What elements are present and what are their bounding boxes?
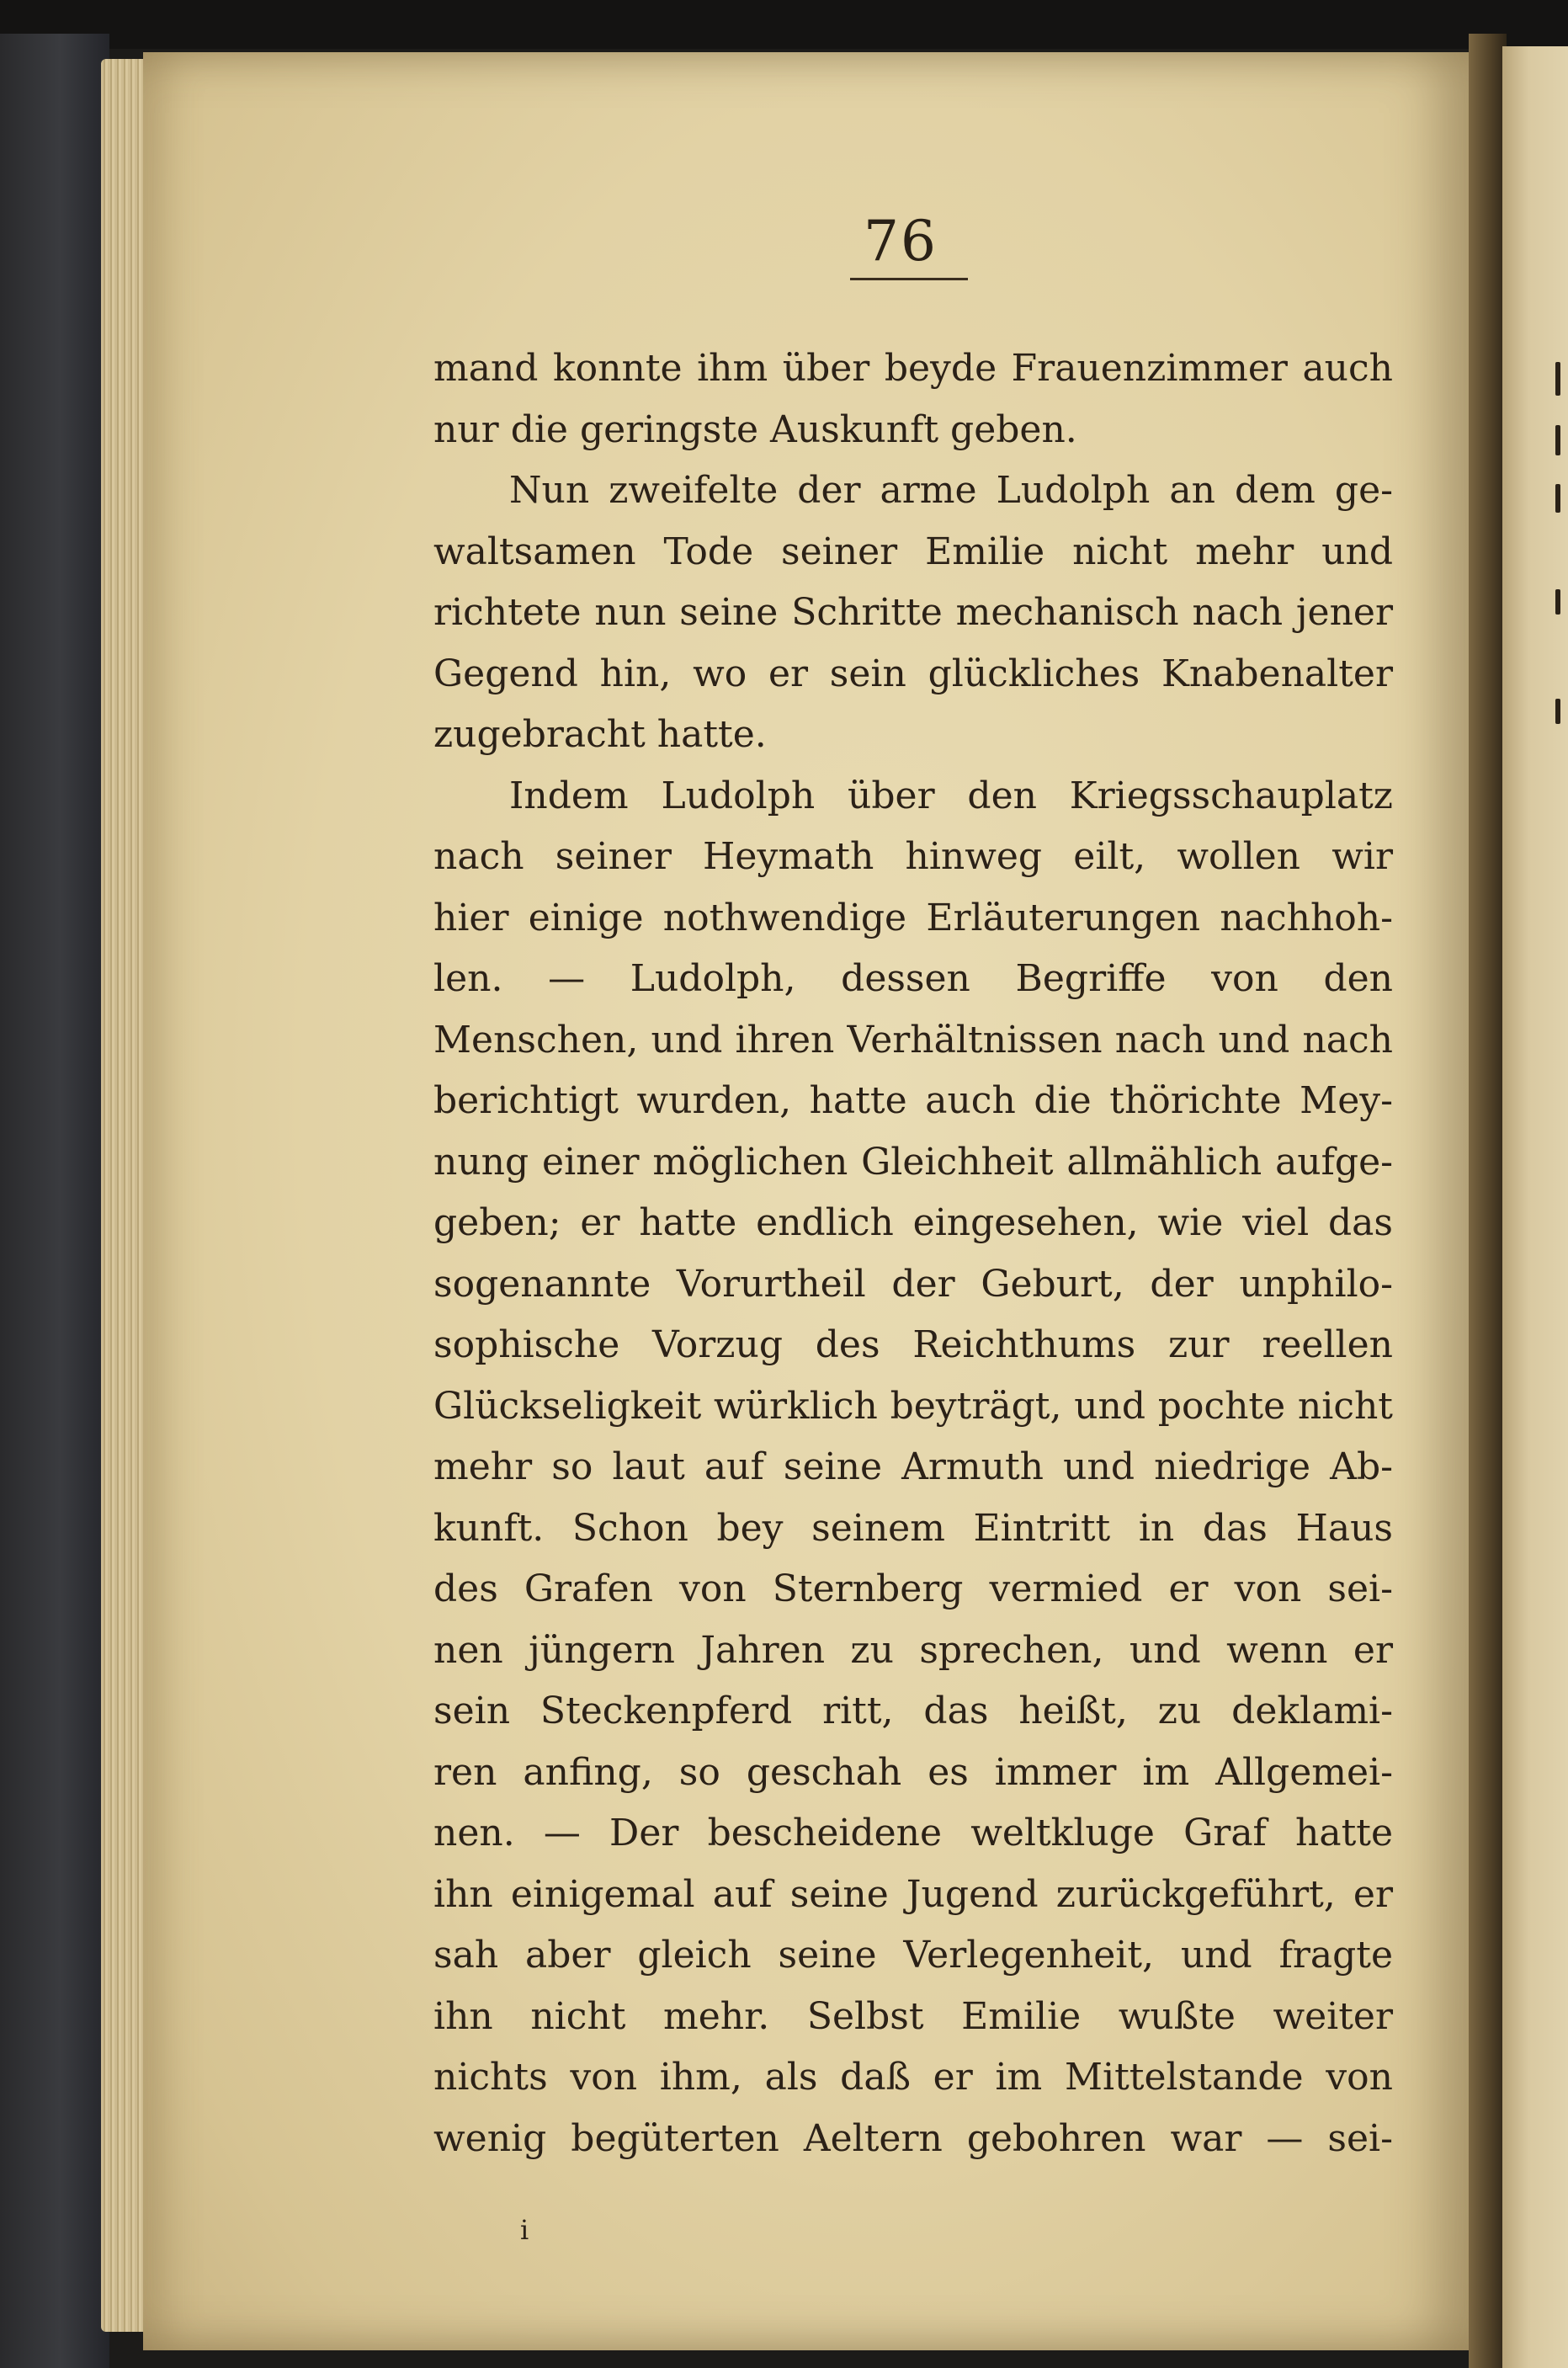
- text-line: hier einige nothwendige Erläuterungen nachhoh-: [433, 896, 1393, 939]
- text-line: des Grafen von Sternberg vermied er von sei-: [433, 1567, 1393, 1610]
- text-line: waltsamen Tode seiner Emilie nicht mehr und: [433, 529, 1393, 573]
- text-line: mand konnte ihm über beyde Frauenzimmer auch: [433, 347, 1393, 390]
- page-number: 76: [864, 209, 938, 274]
- text-line: ihn nicht mehr. Selbst Emilie wußte weiter: [433, 1994, 1393, 2038]
- text-line: zugebracht hatte.: [433, 713, 767, 756]
- text-line: sophische Vorzug des Reichthums zur reellen: [433, 1323, 1393, 1366]
- text-line: len. — Ludolph, dessen Begriffe von den: [433, 957, 1393, 1000]
- text-line: nen jüngern Jahren zu sprechen, und wenn er: [433, 1628, 1393, 1672]
- text-line: Indem Ludolph über den Kriegsschauplatz: [509, 774, 1393, 817]
- body-text: [433, 338, 1393, 2169]
- text-line: Glückseligkeit würklich beyträgt, und pochte nicht: [433, 1384, 1393, 1428]
- facing-page-letter-fragment: [1555, 699, 1560, 724]
- scan-background-top: [0, 0, 1568, 49]
- book-gutter: [1469, 34, 1507, 2368]
- text-line: Menschen, und ihren Verhältnissen nach und nach: [433, 1018, 1393, 1062]
- facing-page-letter-fragment: [1555, 362, 1560, 396]
- text-line: Gegend hin, wo er sein glückliches Knabenalter: [433, 652, 1393, 695]
- text-line: Nun zweifelte der arme Ludolph an dem ge-: [509, 469, 1393, 512]
- text-line: sein Steckenpferd ritt, das heißt, zu deklami-: [433, 1690, 1393, 1732]
- text-line: nichts von ihm, als daß er im Mittelstande von: [433, 2056, 1393, 2099]
- text-line: mehr so laut auf seine Armuth und niedrige Ab-: [433, 1445, 1393, 1488]
- text-line: ren anfing, so geschah es immer im Allgemei-: [433, 1750, 1393, 1794]
- facing-page-letter-fragment: [1555, 589, 1560, 615]
- text-line: sah aber gleich seine Verlegenheit, und fragte: [433, 1934, 1393, 1977]
- text-line: richtete nun seine Schritte mechanisch nach jener: [433, 591, 1393, 634]
- text-line: nen. — Der bescheidene weltkluge Graf hatte: [433, 1812, 1393, 1854]
- text-line: nur die geringste Auskunft geben.: [433, 407, 1077, 451]
- facing-page-letter-fragment: [1555, 425, 1560, 455]
- facing-page-letter-fragment: [1555, 484, 1560, 513]
- text-line: wenig begüterten Aeltern gebohren war — sei-: [433, 2116, 1393, 2160]
- book-cover-left: [0, 34, 109, 2368]
- page-number-rule: [850, 278, 968, 280]
- text-line: berichtigt wurden, hatte auch die thörichte Mey-: [433, 1079, 1393, 1122]
- text-line: sogenannte Vorurtheil der Geburt, der unphilo-: [433, 1262, 1393, 1306]
- signature-mark: i: [520, 2214, 529, 2246]
- text-line: nung einer möglichen Gleichheit allmählich aufge-: [433, 1140, 1393, 1184]
- text-line: ihn einigemal auf seine Jugend zurückgeführt, er: [433, 1872, 1393, 1916]
- text-line: nach seiner Heymath hinweg eilt, wollen wir: [433, 835, 1393, 878]
- text-line: geben; er hatte endlich eingesehen, wie viel das: [433, 1201, 1393, 1244]
- text-line: kunft. Schon bey seinem Eintritt in das Haus: [433, 1506, 1393, 1550]
